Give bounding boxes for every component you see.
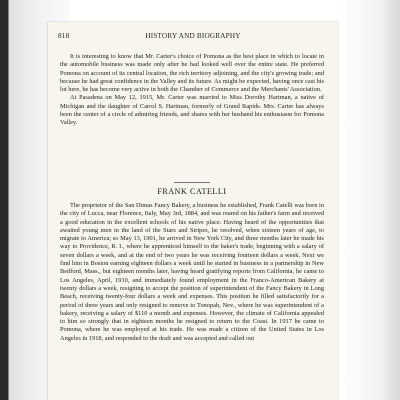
- section-title: FRANK CATELLI: [157, 187, 227, 196]
- section-paragraph-1: The proprietor of the San Dimas Fancy Bakery, a business he established, Frank Catelli was born in the city of Lucca, near Florence, Italy, May 3rd, 1884, and was reared on his father's farm and received a good education in the excellent schools of his native place. Having heard of the opportunities that awaited young men in the land of the Stars and Stripes, he resolved, when sixteen years of age, to migrate to America; so May 13, 1901, he arrived in New York City, and three months later he made his way to Providence, R. I., where he apprenticed himself to the baker's trade, beginning with a salary of seven dollars a week, and at the end of two years he was receiving fourteen dollars a week. Next we find him in Boston earning eighteen dollars a week until he started in business in a partnership in New Bedford, Mass., but eighteen months later, having heard gratifying reports from California, he came to Los Angeles, April, 1910, and immediately found employment in the Franco-American Bakery at twenty dollars a week, resigning to accept the position of superintendent of the Fancy Bakery in Long Beach, receiving twenty-four dollars a week and expenses. This position he filled satisfactorily for a period of three years and only resigned to remove to Tonopah, Nev., where he was superintendent of a bakery, receiving a salary of $110 a month and expenses. However, the climate of California appealed to him so strongly that in eighteen months he resigned to return to the Coast. In 1917 he came to Pomona, where he was employed at his trade. He was made a citizen of the United States in Los Angeles in 1918, and responded to the draft and was accepted and called out: [60, 202, 324, 342]
- intro-paragraph-2: At Pasadena on May 12, 1915, Mr. Carter was married to Miss Dorothy Hartman, a native of Michigan and the daughter of Carrol S. Hartman, formerly of Grand Rapids. Mrs. Carter has always been the center of a circle of admiring friends, and shares with her husband his enthusiasm for Pomona Valley.: [60, 94, 324, 127]
- section-divider: [174, 182, 210, 183]
- book-page: [48, 22, 338, 400]
- page-number: 818: [58, 32, 70, 40]
- intro-paragraph-1: It is interesting to know that Mr. Carter's choice of Pomona as the best place in which to locate in the automobile business was made only after he had looked well over the entire state. He preferred Pomona on account of its central location, the rich territory adjoining, and the city's growing trade; and because he had great confidence in the Valley and its future. As might be expected, having once cast his lot here, he has become very active in both the Chamber of Commerce and the Merchants' Association.: [60, 53, 324, 94]
- scan-right-margin: [340, 0, 400, 400]
- intro-text: [60, 53, 324, 128]
- page-cutoff-fade: [48, 390, 338, 400]
- running-title: HISTORY AND BIOGRAPHY: [145, 32, 241, 40]
- section-text: [60, 202, 324, 343]
